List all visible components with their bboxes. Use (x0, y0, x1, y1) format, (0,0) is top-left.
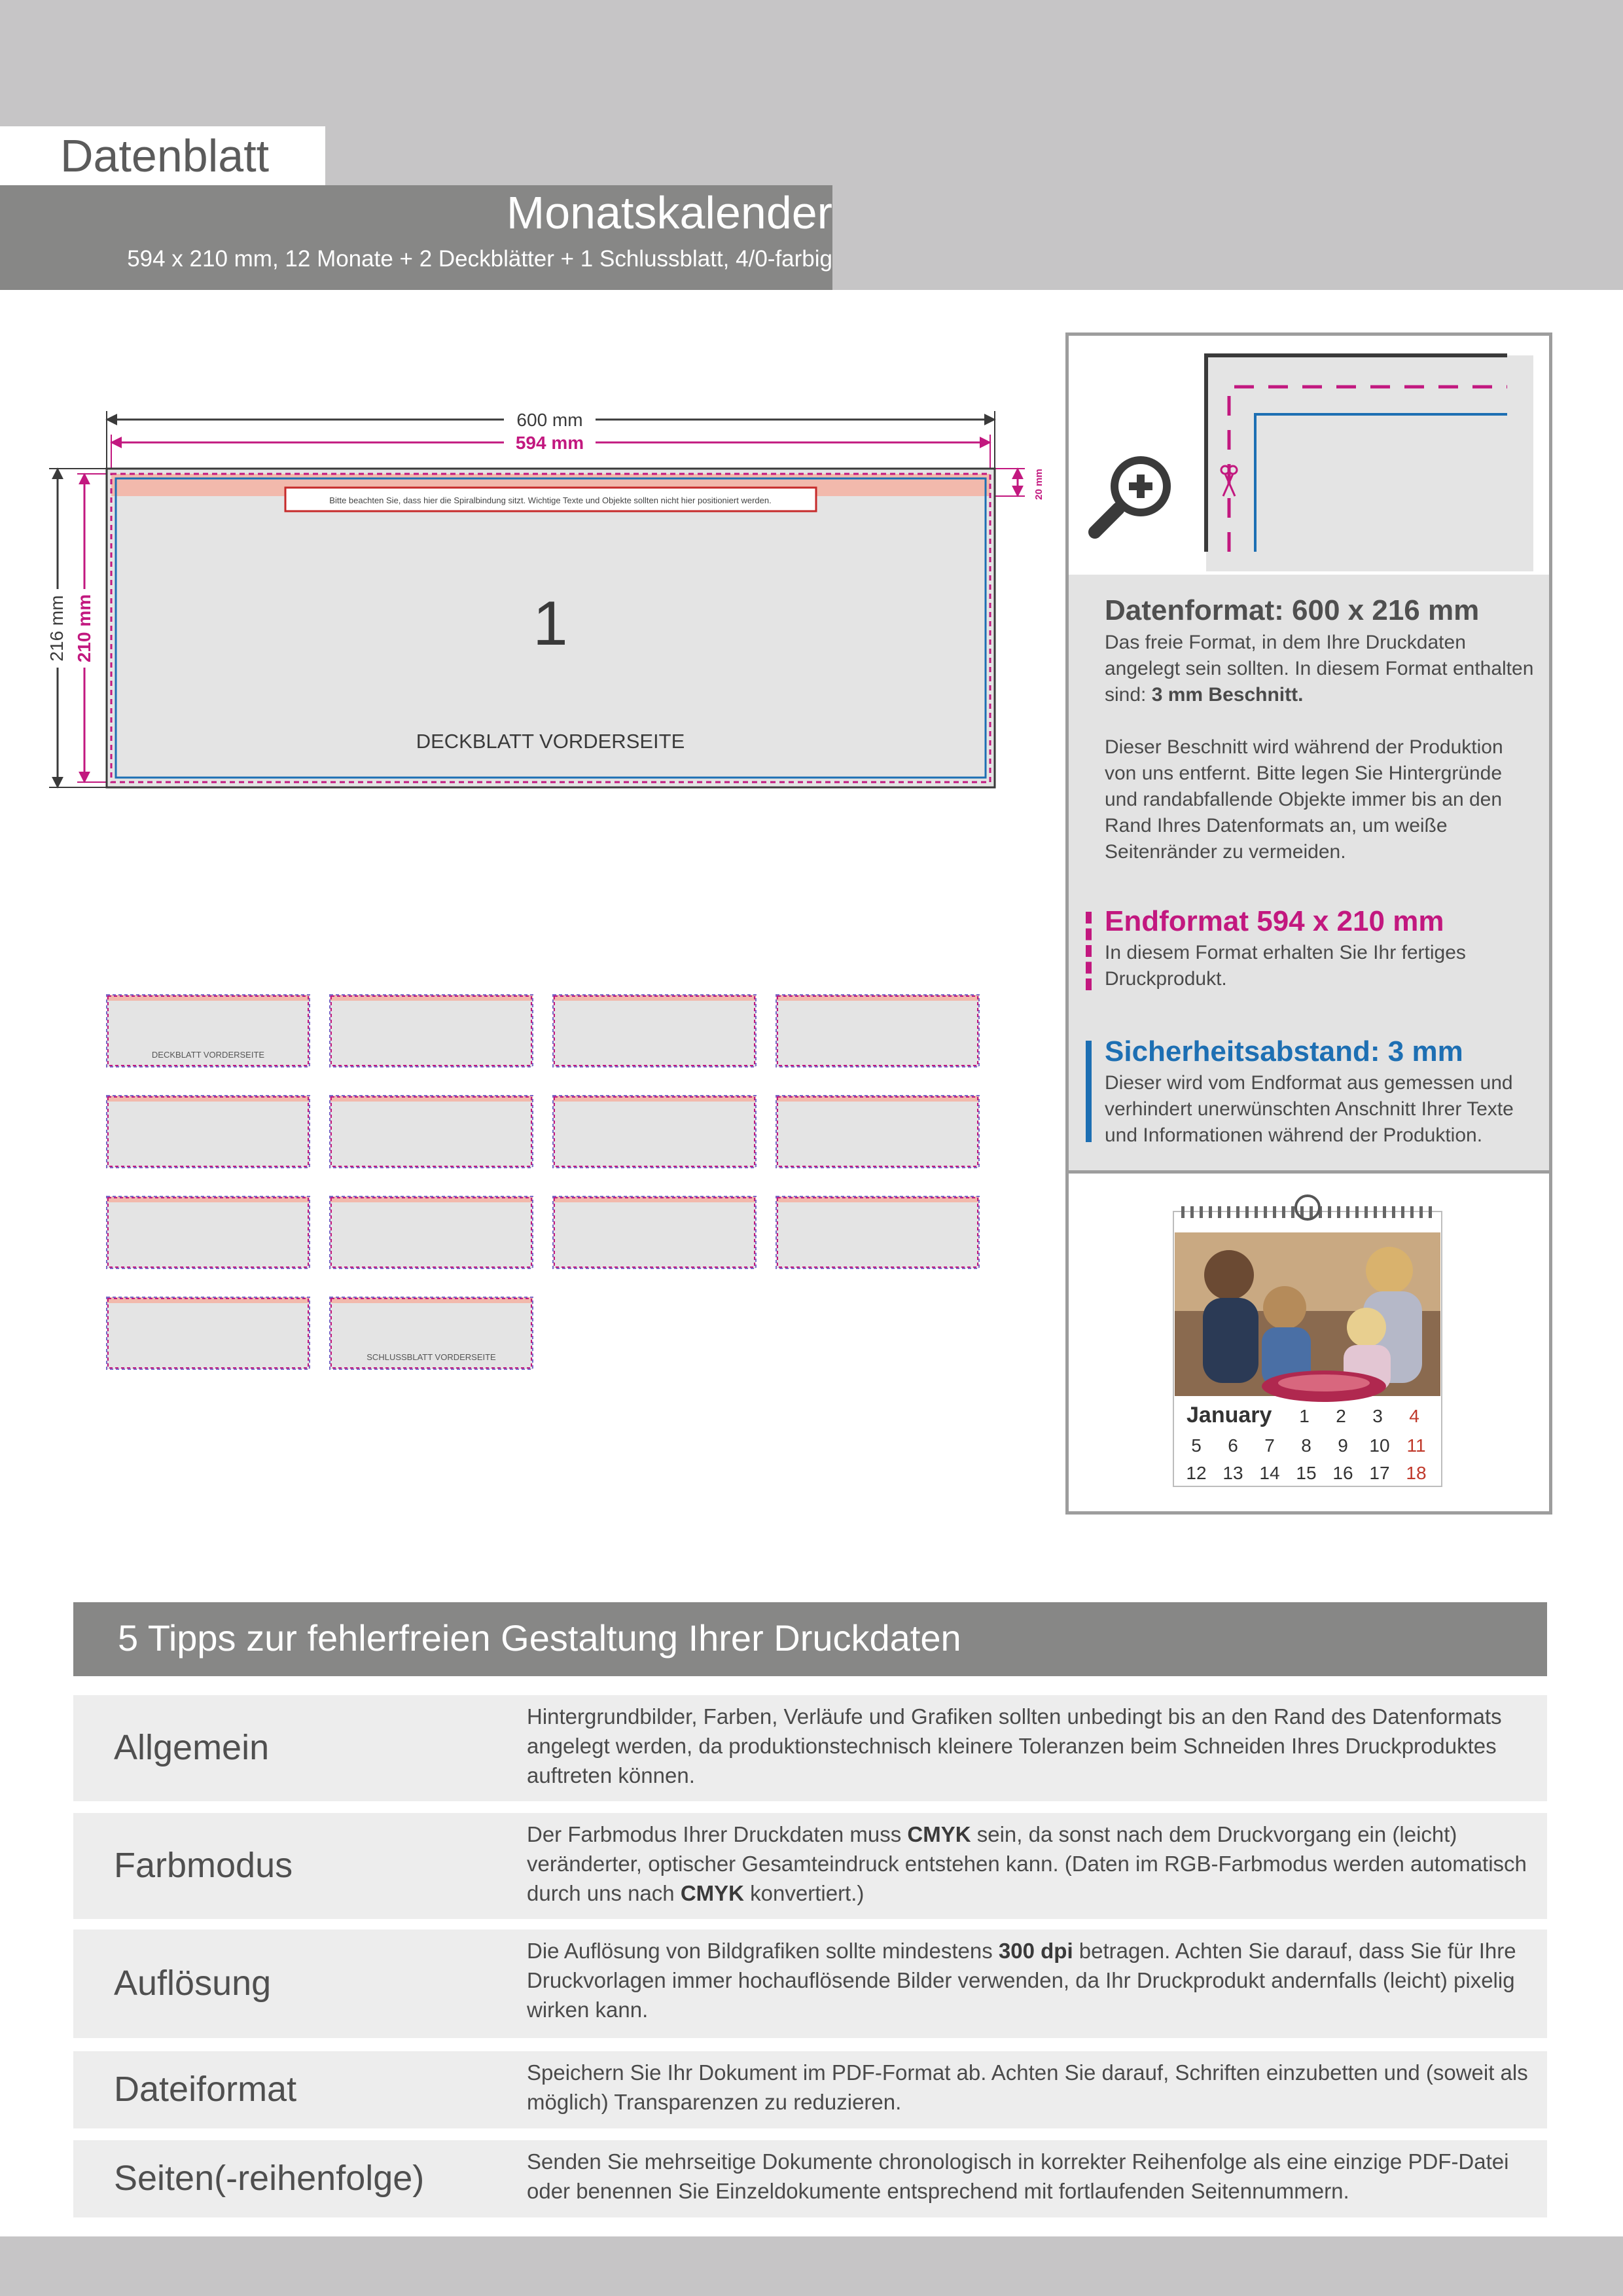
calendar-day: 13 (1222, 1463, 1243, 1483)
calendar-day: 12 (1186, 1463, 1207, 1483)
zoom-in-icon (1095, 456, 1171, 532)
main-page-label: DECKBLATT VORDERSEITE (416, 730, 685, 753)
datenformat-text: Das freie Format, in dem Ihre Druckdaten angelegt sein sollten. In diesem Format enthalten sind: 3 mm Beschnitt. (1105, 632, 1534, 706)
datenformat-title: Datenformat: 600 x 216 mm (1105, 594, 1480, 626)
spiral-margin-label: 20 mm (1033, 469, 1044, 500)
calendar-day: 4 (1409, 1406, 1419, 1426)
page-thumbnail-label: DECKBLATT VORDERSEITE (151, 1050, 265, 1060)
tip-label: Dateiformat (114, 2070, 297, 2109)
calendar-day: 17 (1369, 1463, 1390, 1483)
calendar-day: 1 (1299, 1406, 1310, 1426)
calendar-day: 7 (1264, 1435, 1275, 1456)
sicherheit-marker (1086, 1041, 1092, 1142)
calendar-day: 3 (1372, 1406, 1383, 1426)
endformat-title: Endformat 594 x 210 mm (1105, 905, 1444, 937)
footer-band (0, 2236, 1623, 2296)
datenblatt-label: Datenblatt (60, 130, 270, 181)
height-final-label: 210 mm (74, 594, 94, 663)
tip-label: Allgemein (114, 1728, 270, 1767)
datenformat-text-2: Dieser Beschnitt wird während der Produktion von uns entfernt. Bitte legen Sie Hintergründe und randabfallende Objekte immer bis an den Rand Ihres Datenformats an, um weiße Seitenränder zu vermeiden. (1105, 736, 1503, 863)
calendar-day: 2 (1336, 1406, 1346, 1426)
tip-row (73, 1695, 1547, 1801)
tip-text: Die Auflösung von Bildgrafiken sollte mindestens 300 dpi betragen. Achten Sie darauf, dass Sie für Ihre Druckvorlagen immer hochauflösende Bilder verwenden, da Ihr Druckprodukt andernfalls (leicht) pixelig wirken kann. (527, 1939, 1516, 2022)
endformat-marker (1086, 912, 1097, 990)
main-page-number: 1 (533, 588, 568, 658)
tip-label: Farbmodus (114, 1846, 293, 1885)
calendar-day: 11 (1406, 1435, 1426, 1456)
tip-text: Der Farbmodus Ihrer Druckdaten muss CMYK sein, da sonst nach dem Druckvorgang ein (leicht) veränderter, optischer Gesamteindruck entstehen kann. (Daten im RGB-Farbmodus werden automatisch durch uns nach CMYK konvertiert.) (527, 1822, 1527, 1905)
calendar-day: 18 (1406, 1463, 1427, 1483)
zoom-detail (1069, 336, 1549, 578)
height-outer-label: 216 mm (46, 595, 67, 662)
width-outer-label: 600 mm (516, 410, 583, 430)
calendar-photo (1069, 1174, 1549, 1511)
calendar-day: 9 (1338, 1435, 1348, 1456)
tip-label: Seiten(-reihenfolge) (114, 2159, 425, 2198)
calendar-day: 15 (1296, 1463, 1317, 1483)
tip-row (73, 1813, 1547, 1919)
page-subtitle: 594 x 210 mm, 12 Monate + 2 Deckblätter + 1 Schlussblatt, 4/0-farbig (127, 246, 832, 272)
calendar-day: 14 (1259, 1463, 1280, 1483)
tip-row (73, 2140, 1547, 2217)
calendar-day: 16 (1332, 1463, 1353, 1483)
page-thumbnail-label: SCHLUSSBLATT VORDERSEITE (366, 1352, 496, 1362)
tip-text: Hintergrundbilder, Farben, Verläufe und Grafiken sollten unbedingt bis an den Rand des Datenformats angelegt werden, da produktionstechnisch kleinere Toleranzen beim Schneiden Ihres Druckproduktes auftreten können. (527, 1704, 1502, 1787)
sicherheit-title: Sicherheitsabstand: 3 mm (1105, 1035, 1463, 1067)
endformat-text: In diesem Format erhalten Sie Ihr fertiges Druckprodukt. (1105, 942, 1466, 990)
sicherheit-text: Dieser wird vom Endformat aus gemessen und verhindert unerwünschten Anschnitt Ihrer Texte und Informationen während der Produktion. (1105, 1072, 1514, 1146)
format-info (1069, 575, 1549, 1174)
calendar-day: 5 (1191, 1435, 1202, 1456)
calendar-month: January (1186, 1403, 1272, 1427)
calendar-day: 8 (1301, 1435, 1311, 1456)
spiral-note: Bitte beachten Sie, dass hier die Spiralbindung sitzt. Wichtige Texte und Objekte sollten nicht hier positioniert werden. (329, 495, 772, 505)
tip-label: Auflösung (114, 1964, 272, 2003)
calendar-day: 10 (1369, 1435, 1390, 1456)
datenformat-bold: 3 mm Beschnitt. (1151, 684, 1304, 706)
info-panel (1065, 332, 1552, 1515)
page-title: Monatskalender (506, 187, 832, 238)
tip-text: Senden Sie mehrseitige Dokumente chronologisch in korrekter Reihenfolge als eine einzige PDF-Datei oder benennen Sie Einzeldokumente entsprechend mit fortlaufenden Seitennummern. (527, 2149, 1509, 2203)
tips-title: 5 Tipps zur fehlerfreien Gestaltung Ihrer Druckdaten (118, 1617, 961, 1659)
product-photo (1069, 1174, 1549, 1511)
tip-row (73, 2051, 1547, 2128)
tip-text: Speichern Sie Ihr Dokument im PDF-Format ab. Achten Sie darauf, Schriften einzubetten und (soweit als möglich) Transparenzen zu reduzieren. (527, 2060, 1528, 2114)
width-final-label: 594 mm (515, 433, 584, 453)
format-diagram (0, 353, 1060, 1401)
zoom-detail-graphic (1069, 336, 1549, 571)
tip-row (73, 1929, 1547, 2038)
calendar-day: 6 (1228, 1435, 1238, 1456)
